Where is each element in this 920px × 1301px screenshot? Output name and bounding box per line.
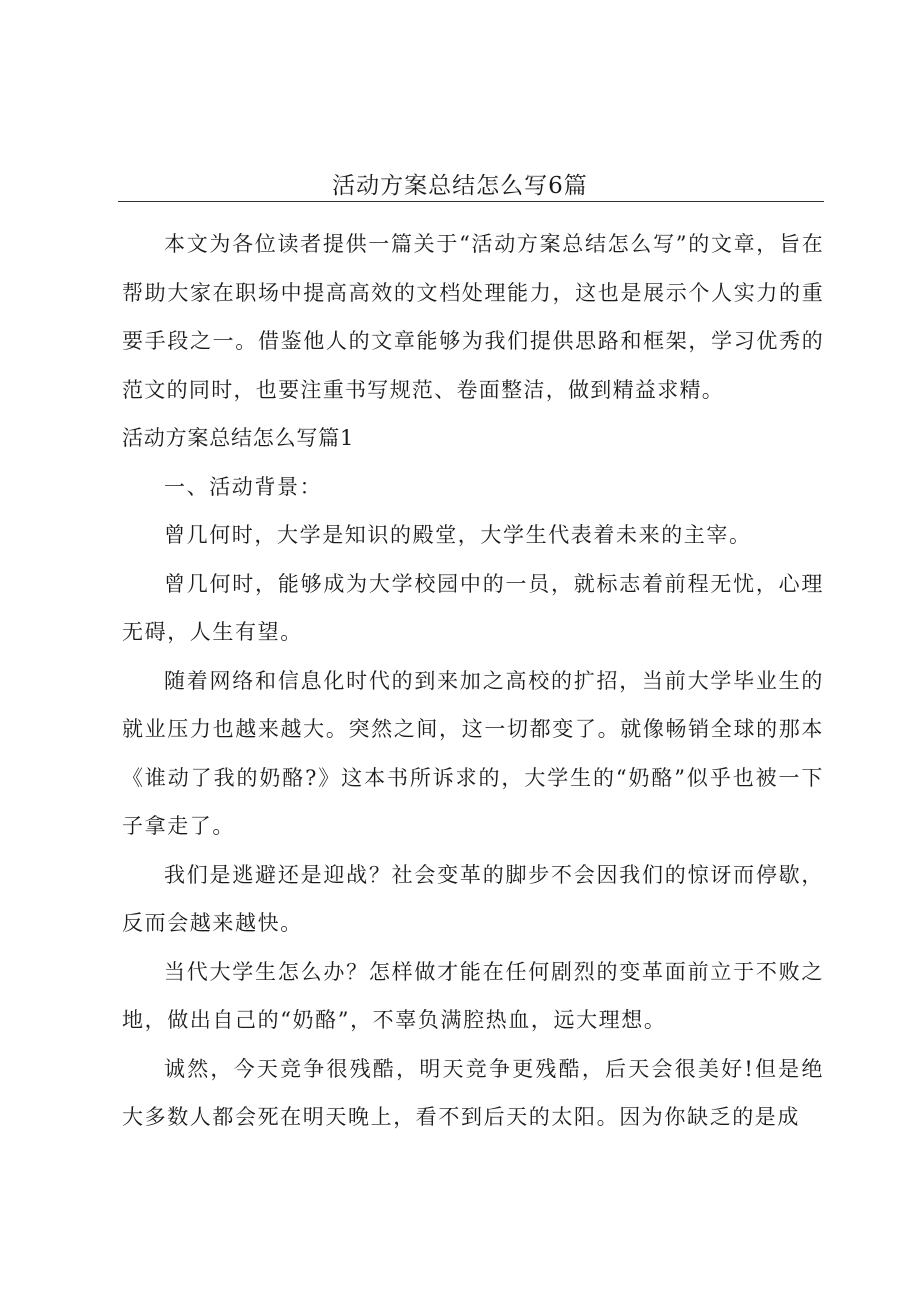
document-title: 活动方案总结怎么写6篇 (332, 173, 588, 199)
body-paragraph: 曾几何时，大学是知识的殿堂，大学生代表着未来的主宰。 (164, 523, 752, 547)
subheading-background: 一、活动背景： (164, 474, 323, 499)
intro-paragraph: 本文为各位读者提供一篇关于“活动方案总结怎么写”的文章，旨在帮助大家在职场中提高高效的文档处理能力，这也是展示个人实力的重要手段之一。借鉴他人的文章能够为我们提供思路和框架，学习优秀的范文的同时，也要注重书写规范、卷面整洁，做到精益求精。 (122, 232, 824, 402)
body-paragraph: 曾几何时，能够成为大学校园中的一员，就标志着前程无忧，心理无碍，人生有望。 (122, 571, 824, 644)
body-paragraph: 我们是逃避还是迎战？社会变革的脚步不会因我们的惊讶而停歇，反而会越来越快。 (122, 862, 824, 935)
body-paragraph: 当代大学生怎么办？怎样做才能在任何剧烈的变革面前立于不败之地，做出自己的“奶酪”，不辜负满腔热血，远大理想。 (122, 959, 824, 1032)
document-body (122, 220, 824, 1142)
title-underline (118, 201, 824, 202)
body-paragraph: 诚然，今天竞争很残酷，明天竞争更残酷，后天会很美好!但是绝大多数人都会死在明天晚上，看不到后天的太阳。因为你缺乏的是成 (122, 1056, 824, 1129)
section-heading: 活动方案总结怎么写篇1 (122, 426, 355, 450)
body-paragraph: 随着网络和信息化时代的到来加之高校的扩招，当前大学毕业生的就业压力也越来越大。突然之间，这一切都变了。就像畅销全球的那本《谁动了我的奶酪?》这本书所诉求的，大学生的“奶酪”似乎也被一下子拿走了。 (122, 668, 824, 838)
